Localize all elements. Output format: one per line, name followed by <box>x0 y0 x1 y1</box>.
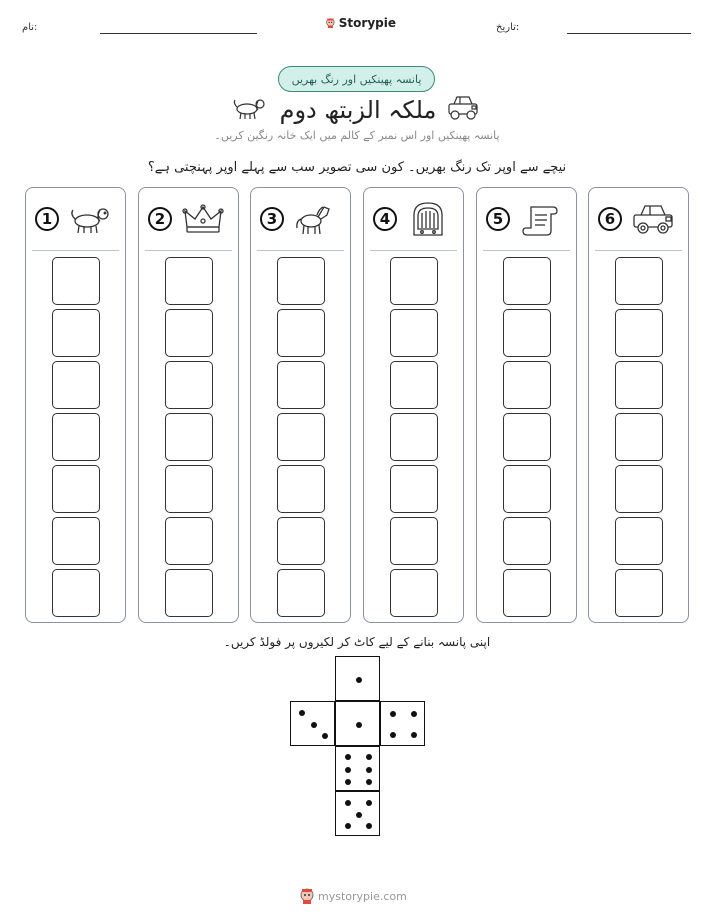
name-line[interactable] <box>100 33 257 34</box>
die-face-top <box>335 656 380 701</box>
page-title: ملکہ الزبتھ دوم <box>279 96 437 124</box>
color-box[interactable] <box>277 465 325 513</box>
color-box[interactable] <box>390 465 438 513</box>
column-6 <box>588 187 689 623</box>
die-pip <box>366 823 372 829</box>
color-box[interactable] <box>165 517 213 565</box>
color-box[interactable] <box>52 517 100 565</box>
color-box[interactable] <box>277 257 325 305</box>
date-label: تاریخ: <box>496 22 520 33</box>
color-box[interactable] <box>615 465 663 513</box>
instruction-subtitle: پانسہ پھینکیں اور اس نمبر کے کالم میں ایک خانہ رنگین کریں۔ <box>214 129 500 142</box>
color-box[interactable] <box>390 517 438 565</box>
color-box[interactable] <box>615 309 663 357</box>
color-box[interactable] <box>503 413 551 461</box>
column-divider <box>483 250 570 251</box>
column-4 <box>363 187 464 623</box>
column-number: 3 <box>260 207 284 231</box>
color-box[interactable] <box>503 361 551 409</box>
color-box[interactable] <box>503 517 551 565</box>
color-box[interactable] <box>277 361 325 409</box>
die-pip <box>299 710 305 716</box>
die-pip <box>411 711 417 717</box>
horse-icon <box>293 201 337 237</box>
color-box[interactable] <box>615 413 663 461</box>
color-box[interactable] <box>503 309 551 357</box>
die-pip <box>366 779 372 785</box>
die-pip <box>322 733 328 739</box>
color-box[interactable] <box>390 413 438 461</box>
die-pip <box>366 754 372 760</box>
column-1 <box>25 187 126 623</box>
color-box[interactable] <box>615 257 663 305</box>
scroll-icon <box>519 201 563 237</box>
radio-icon <box>406 201 450 237</box>
column-header <box>26 188 125 250</box>
die-pip <box>356 722 362 728</box>
dog-icon <box>68 201 112 237</box>
color-box[interactable] <box>165 569 213 617</box>
color-box[interactable] <box>52 569 100 617</box>
date-line[interactable] <box>567 33 691 34</box>
column-3 <box>250 187 351 623</box>
column-divider <box>32 250 119 251</box>
color-box[interactable] <box>165 465 213 513</box>
column-number: 1 <box>35 207 59 231</box>
column-number: 2 <box>148 207 172 231</box>
column-divider <box>370 250 457 251</box>
jeep-icon <box>446 94 480 122</box>
storypie-mascot-icon <box>326 15 335 31</box>
brand-logo <box>326 14 396 32</box>
color-box[interactable] <box>52 413 100 461</box>
column-number: 6 <box>598 207 622 231</box>
die-pip <box>390 732 396 738</box>
die-face-center <box>335 701 380 746</box>
column-header <box>589 188 688 250</box>
die-pip <box>345 800 351 806</box>
footer <box>300 886 420 906</box>
column-number: 5 <box>486 207 510 231</box>
column-number: 4 <box>373 207 397 231</box>
color-box[interactable] <box>503 465 551 513</box>
column-divider <box>257 250 344 251</box>
column-2 <box>138 187 239 623</box>
die-pip <box>366 767 372 773</box>
color-box[interactable] <box>52 257 100 305</box>
die-face-bottom <box>335 791 380 836</box>
footer-mascot-icon <box>300 888 314 904</box>
column-divider <box>145 250 232 251</box>
color-box[interactable] <box>615 361 663 409</box>
color-box[interactable] <box>277 413 325 461</box>
column-divider <box>595 250 682 251</box>
die-face-left <box>290 701 335 746</box>
game-question: نیچے سے اوپر تک رنگ بھریں۔ کون سی تصویر سب سے پہلے اوپر پہنچتی ہے؟ <box>147 160 567 175</box>
dog-icon <box>232 94 268 122</box>
column-header <box>139 188 238 250</box>
column-header <box>251 188 350 250</box>
die-pip <box>345 767 351 773</box>
color-box[interactable] <box>165 413 213 461</box>
color-box[interactable] <box>52 361 100 409</box>
color-box[interactable] <box>390 361 438 409</box>
color-box[interactable] <box>390 569 438 617</box>
die-pip <box>356 677 362 683</box>
crown-icon <box>181 201 225 237</box>
footer-site[interactable]: mystorypie.com <box>318 889 407 903</box>
color-box[interactable] <box>165 309 213 357</box>
activity-pill: پانسہ پھینکیں اور رنگ بھریں <box>278 66 435 92</box>
color-box[interactable] <box>277 517 325 565</box>
die-pip <box>390 711 396 717</box>
die-pip <box>356 812 362 818</box>
jeep-icon <box>631 201 675 237</box>
color-box[interactable] <box>503 257 551 305</box>
column-header <box>364 188 463 250</box>
color-box[interactable] <box>165 361 213 409</box>
cut-instruction: اپنی پانسہ بنانے کے لیے کاٹ کر لکیروں پر فولڈ کریں۔ <box>223 635 491 649</box>
color-box[interactable] <box>277 569 325 617</box>
die-pip <box>366 800 372 806</box>
die-pip <box>345 779 351 785</box>
die-pip <box>345 754 351 760</box>
color-box[interactable] <box>503 569 551 617</box>
name-label: نام: <box>22 22 38 33</box>
column-header <box>477 188 576 250</box>
color-box[interactable] <box>165 257 213 305</box>
die-pip <box>345 823 351 829</box>
color-box[interactable] <box>390 257 438 305</box>
color-box[interactable] <box>52 309 100 357</box>
color-box[interactable] <box>615 517 663 565</box>
die-face-right <box>380 701 425 746</box>
color-box[interactable] <box>390 309 438 357</box>
die-pip <box>411 732 417 738</box>
color-box[interactable] <box>277 309 325 357</box>
color-box[interactable] <box>52 465 100 513</box>
color-box[interactable] <box>615 569 663 617</box>
die-face-below <box>335 746 380 791</box>
column-5 <box>476 187 577 623</box>
brand-name: Storypie <box>338 16 396 30</box>
die-pip <box>311 722 317 728</box>
